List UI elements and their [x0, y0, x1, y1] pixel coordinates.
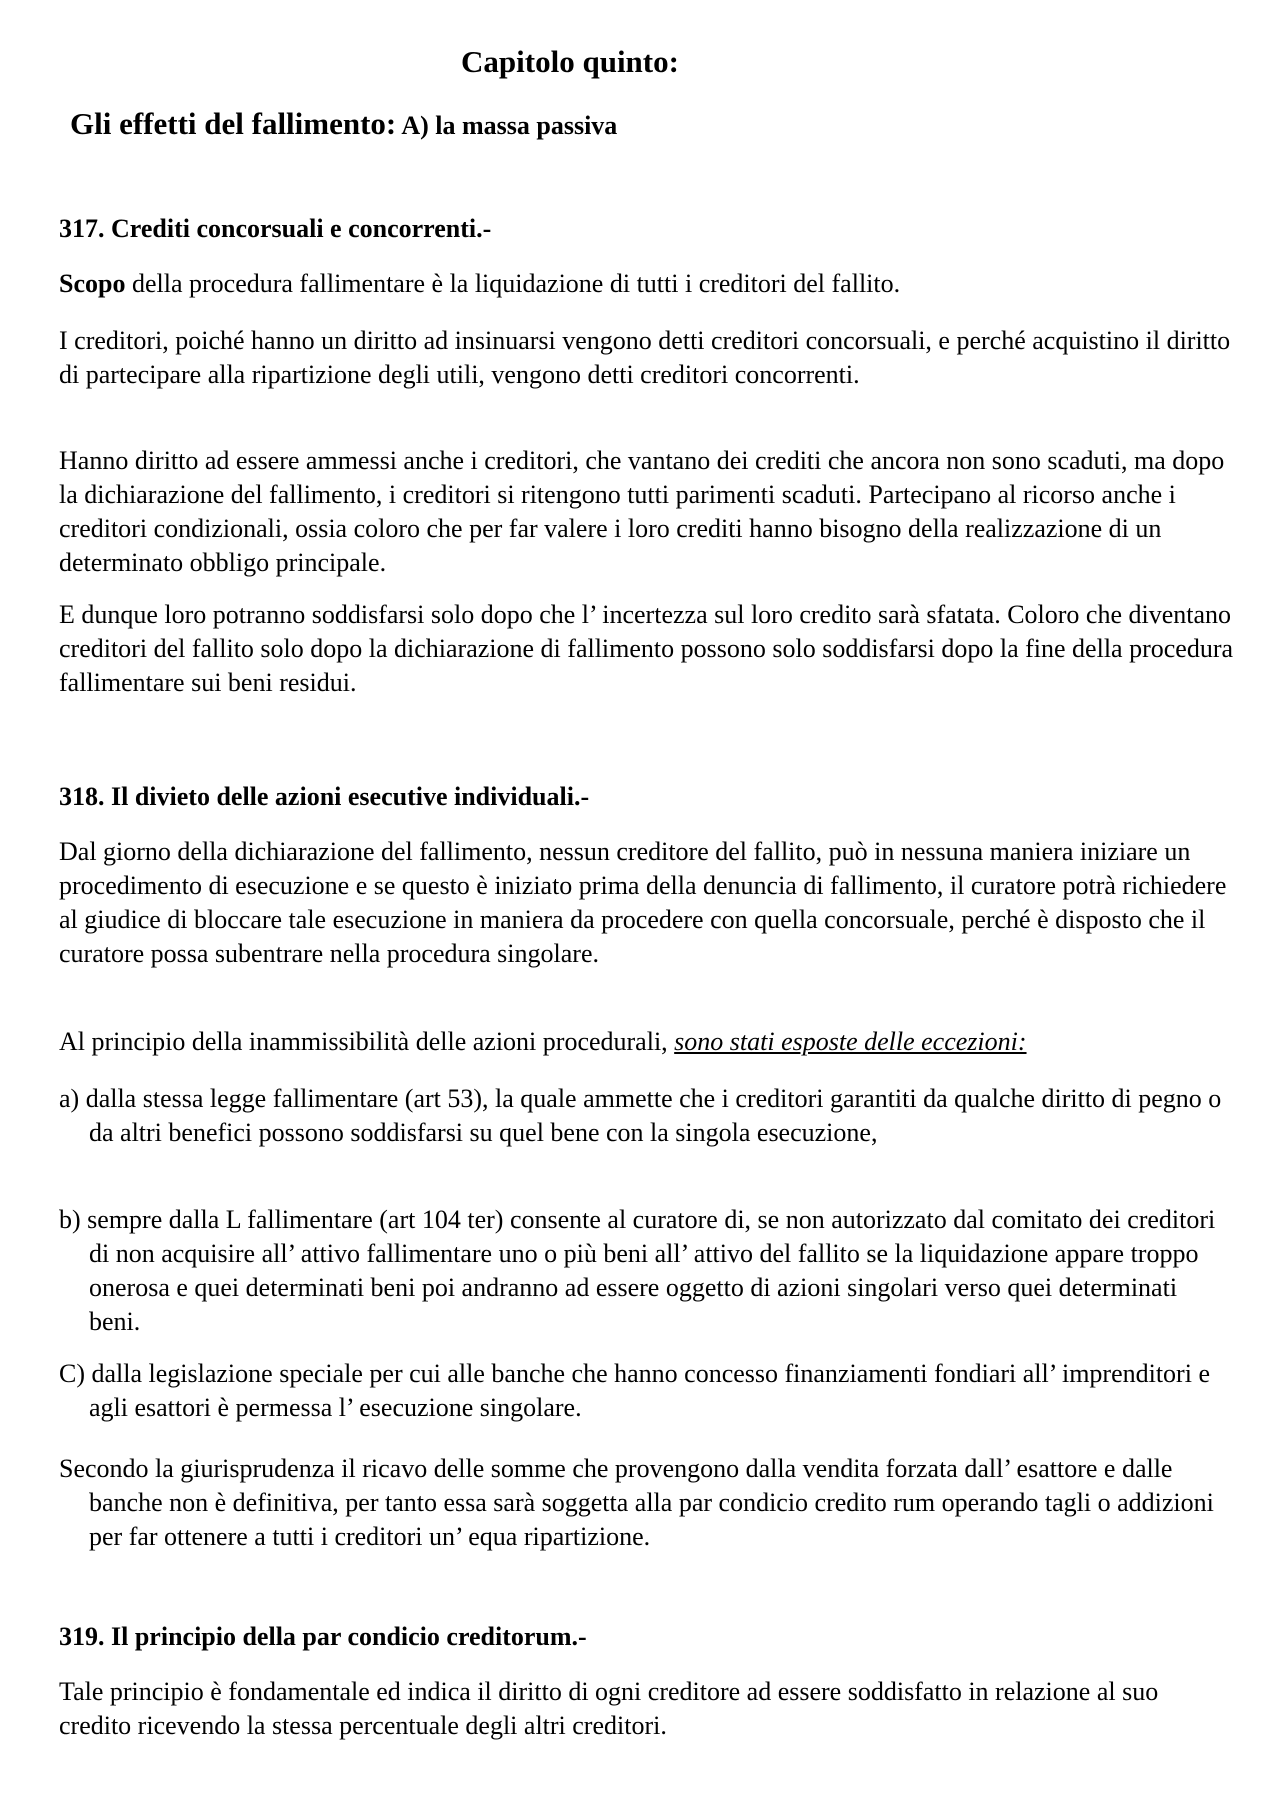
section-317-paragraph-2 [59, 324, 1234, 392]
section-318-paragraph-1 [59, 835, 1234, 971]
section-318-p1: Dal giorno della dichiarazione del fallimento, nessun creditore del fallito, può in nessuna maniera iniziare un procedimento di esecuzione e se questo è iniziato prima della denuncia di fallimento, il curatore potrà richiedere al giudice di bloccare tale esecuzione in maniera da procedere con quella concorsuale, perché è disposto che il curatore possa subentrare nella procedura singolare. [59, 837, 1227, 968]
section-319-heading: 319. Il principio della par condicio creditorum.- [59, 1622, 587, 1651]
section-317-p3: Hanno diritto ad essere ammessi anche i creditori, che vantano dei crediti che ancora non sono scaduti, ma dopo la dichiarazione del fallimento, i creditori si ritengono tutti parimenti scaduti. Partecipano al ricorso anche i creditori condizionali, ossia coloro che per far valere i loro crediti hanno bisogno della realizzazione di un determinato obbligo principale. [59, 446, 1225, 577]
section-318-paragraph-2 [59, 1025, 1234, 1059]
exception-c-text: C) dalla legislazione speciale per cui alle banche che hanno concesso finanziamenti fondiari all’ imprenditori e agli esattori è permessa l’ esecuzione singolare. [59, 1359, 1210, 1422]
exception-b-text: b) sempre dalla L fallimentare (art 104 ter) consente al curatore di, se non autorizzato dal comitato dei creditori di non acquisire all’ attivo fallimentare uno o più beni all’ attivo del fallito se la liquidazione appare troppo onerosa e quei determinati beni poi andranno ad essere oggetto di azioni singolari verso quei determinati beni. [59, 1205, 1216, 1336]
chapter-subtitle-main: Gli effetti del fallimento: [70, 106, 397, 141]
chapter-subtitle [70, 106, 617, 142]
section-317-paragraph-3 [59, 444, 1234, 580]
scopo-lead: Scopo [59, 269, 126, 298]
exception-item-c [59, 1357, 1234, 1425]
section-318-p3: Secondo la giurisprudenza il ricavo delle somme che provengono dalla vendita forzata dall’ esattore e dalle banche non è definitiva, per tanto essa sarà soggetta alla par condicio credito rum operando tagli o addizioni per far ottenere a tutti i creditori un’ equa ripartizione. [59, 1454, 1214, 1551]
section-319-heading-block [59, 1620, 1234, 1654]
section-317-p2: I creditori, poiché hanno un diritto ad insinuarsi vengono detti creditori concorsuali, e perché acquistino il diritto di partecipare alla ripartizione degli utili, vengono detti creditori concorrenti. [59, 326, 1231, 389]
exception-a-text: a) dalla stessa legge fallimentare (art 53), la quale ammette che i creditori garantiti da qualche diritto di pegno o da altri benefici possono soddisfarsi su quel bene con la singola esecuzione, [59, 1084, 1222, 1147]
exception-item-b [59, 1203, 1234, 1339]
section-317-heading: 317. Crediti concorsuali e concorrenti.- [59, 214, 492, 243]
section-318-heading: 318. Il divieto delle azioni esecutive individuali.- [59, 782, 590, 811]
section-319-p1: Tale principio è fondamentale ed indica il diritto di ogni creditore ad essere soddisfatto in relazione al suo credito ricevendo la stessa percentuale degli altri creditori. [59, 1677, 1159, 1740]
chapter-title: Capitolo quinto: [461, 44, 679, 79]
section-317-p1-rest: della procedura fallimentare è la liquidazione di tutti i creditori del fallito. [125, 269, 901, 298]
section-317-paragraph-1 [59, 267, 1234, 301]
section-317-paragraph-4 [59, 598, 1234, 700]
section-318-p2-lead: Al principio della inammissibilità delle azioni procedurali, [59, 1027, 675, 1056]
section-318-paragraph-3 [59, 1452, 1234, 1554]
section-317-heading-block [59, 212, 1234, 246]
exceptions-emphasis: sono stati esposte delle eccezioni: [674, 1027, 1027, 1056]
section-318-heading-block [59, 780, 1234, 814]
exception-item-a [59, 1082, 1234, 1150]
section-319-paragraph-1 [59, 1675, 1234, 1743]
chapter-subtitle-rest: A) la massa passiva [396, 111, 618, 140]
section-317-p4: E dunque loro potranno soddisfarsi solo dopo che l’ incertezza sul loro credito sarà sfatata. Coloro che diventano creditori del fallito solo dopo la dichiarazione di fallimento possono solo soddisfarsi dopo la fine della procedura fallimentare sui beni residui. [59, 600, 1234, 697]
